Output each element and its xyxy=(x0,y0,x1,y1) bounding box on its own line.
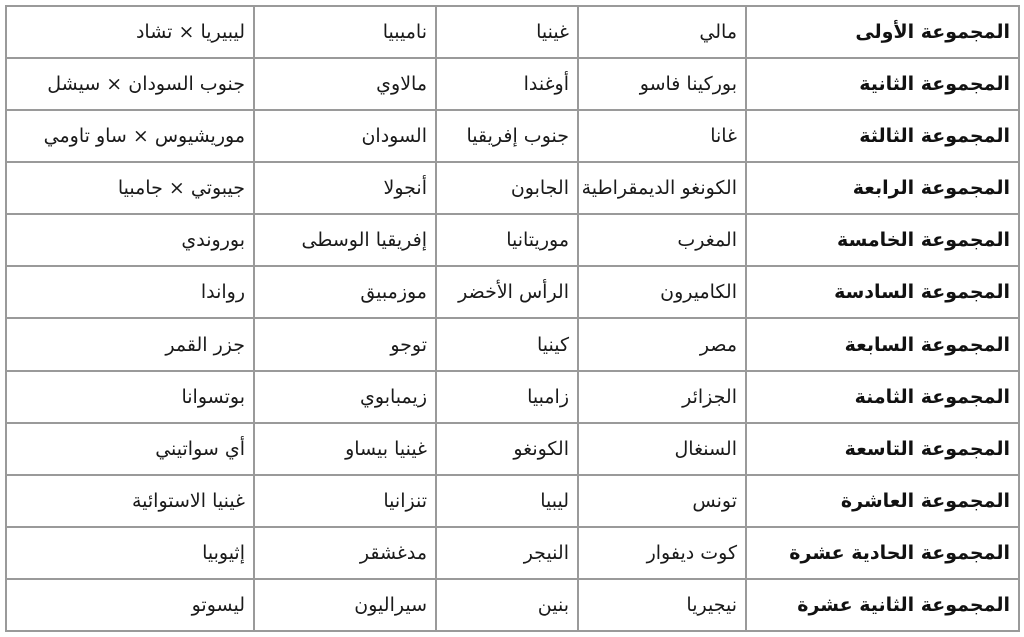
team-cell: غينيا xyxy=(436,6,578,58)
team-cell: جنوب إفريقيا xyxy=(436,110,578,162)
team-cell: موزمبيق xyxy=(254,266,436,318)
table-row xyxy=(6,162,1019,214)
team-cell: غينيا بيساو xyxy=(254,423,436,475)
table-row xyxy=(6,475,1019,527)
team-cell: زيمبابوي xyxy=(254,371,436,423)
team-cell: ليبيريا × تشاد xyxy=(6,6,254,58)
team-cell: زامبيا xyxy=(436,371,578,423)
team-cell: مدغشقر xyxy=(254,527,436,579)
team-cell: مالي xyxy=(578,6,746,58)
table-row xyxy=(6,423,1019,475)
team-cell: رواندا xyxy=(6,266,254,318)
groups-table-body xyxy=(6,6,1019,631)
group-name-cell: المجموعة السابعة xyxy=(746,318,1019,370)
team-cell: تونس xyxy=(578,475,746,527)
team-cell: جيبوتي × جامبيا xyxy=(6,162,254,214)
team-cell: موريتانيا xyxy=(436,214,578,266)
team-cell: الكونغو xyxy=(436,423,578,475)
group-name-cell: المجموعة الرابعة xyxy=(746,162,1019,214)
team-cell: نيجيريا xyxy=(578,579,746,631)
team-cell: جنوب السودان × سيشل xyxy=(6,58,254,110)
team-cell: إفريقيا الوسطى xyxy=(254,214,436,266)
team-cell: مالاوي xyxy=(254,58,436,110)
group-name-cell: المجموعة العاشرة xyxy=(746,475,1019,527)
group-name-cell: المجموعة الثامنة xyxy=(746,371,1019,423)
team-cell: إثيوبيا xyxy=(6,527,254,579)
group-name-cell: المجموعة الثانية xyxy=(746,58,1019,110)
team-cell: أوغندا xyxy=(436,58,578,110)
table-row xyxy=(6,318,1019,370)
team-cell: بوركينا فاسو xyxy=(578,58,746,110)
table-row xyxy=(6,214,1019,266)
team-cell: الكاميرون xyxy=(578,266,746,318)
team-cell: الرأس الأخضر xyxy=(436,266,578,318)
group-name-cell: المجموعة السادسة xyxy=(746,266,1019,318)
team-cell: موريشيوس × ساو تاومي xyxy=(6,110,254,162)
team-cell: جزر القمر xyxy=(6,318,254,370)
team-cell: السودان xyxy=(254,110,436,162)
group-name-cell: المجموعة التاسعة xyxy=(746,423,1019,475)
team-cell: كينيا xyxy=(436,318,578,370)
team-cell: أي سواتيني xyxy=(6,423,254,475)
team-cell: سيراليون xyxy=(254,579,436,631)
group-name-cell: المجموعة الأولى xyxy=(746,6,1019,58)
team-cell: المغرب xyxy=(578,214,746,266)
team-cell: كوت ديفوار xyxy=(578,527,746,579)
team-cell: غانا xyxy=(578,110,746,162)
table-row xyxy=(6,6,1019,58)
team-cell: النيجر xyxy=(436,527,578,579)
team-cell: السنغال xyxy=(578,423,746,475)
team-cell: ناميبيا xyxy=(254,6,436,58)
team-cell: ليبيا xyxy=(436,475,578,527)
group-name-cell: المجموعة الحادية عشرة xyxy=(746,527,1019,579)
table-row xyxy=(6,579,1019,631)
team-cell: بنين xyxy=(436,579,578,631)
table-row xyxy=(6,527,1019,579)
groups-table xyxy=(5,5,1020,632)
team-cell: مصر xyxy=(578,318,746,370)
team-cell: بوتسوانا xyxy=(6,371,254,423)
team-cell: تنزانيا xyxy=(254,475,436,527)
table-row xyxy=(6,110,1019,162)
group-name-cell: المجموعة الخامسة xyxy=(746,214,1019,266)
team-cell: ليسوتو xyxy=(6,579,254,631)
table-row xyxy=(6,58,1019,110)
group-name-cell: المجموعة الثانية عشرة xyxy=(746,579,1019,631)
team-cell: غينيا الاستوائية xyxy=(6,475,254,527)
team-cell: الجابون xyxy=(436,162,578,214)
team-cell: بوروندي xyxy=(6,214,254,266)
team-cell: الجزائر xyxy=(578,371,746,423)
team-cell: أنجولا xyxy=(254,162,436,214)
team-cell: توجو xyxy=(254,318,436,370)
team-cell: الكونغو الديمقراطية xyxy=(578,162,746,214)
group-name-cell: المجموعة الثالثة xyxy=(746,110,1019,162)
table-row xyxy=(6,266,1019,318)
table-row xyxy=(6,371,1019,423)
